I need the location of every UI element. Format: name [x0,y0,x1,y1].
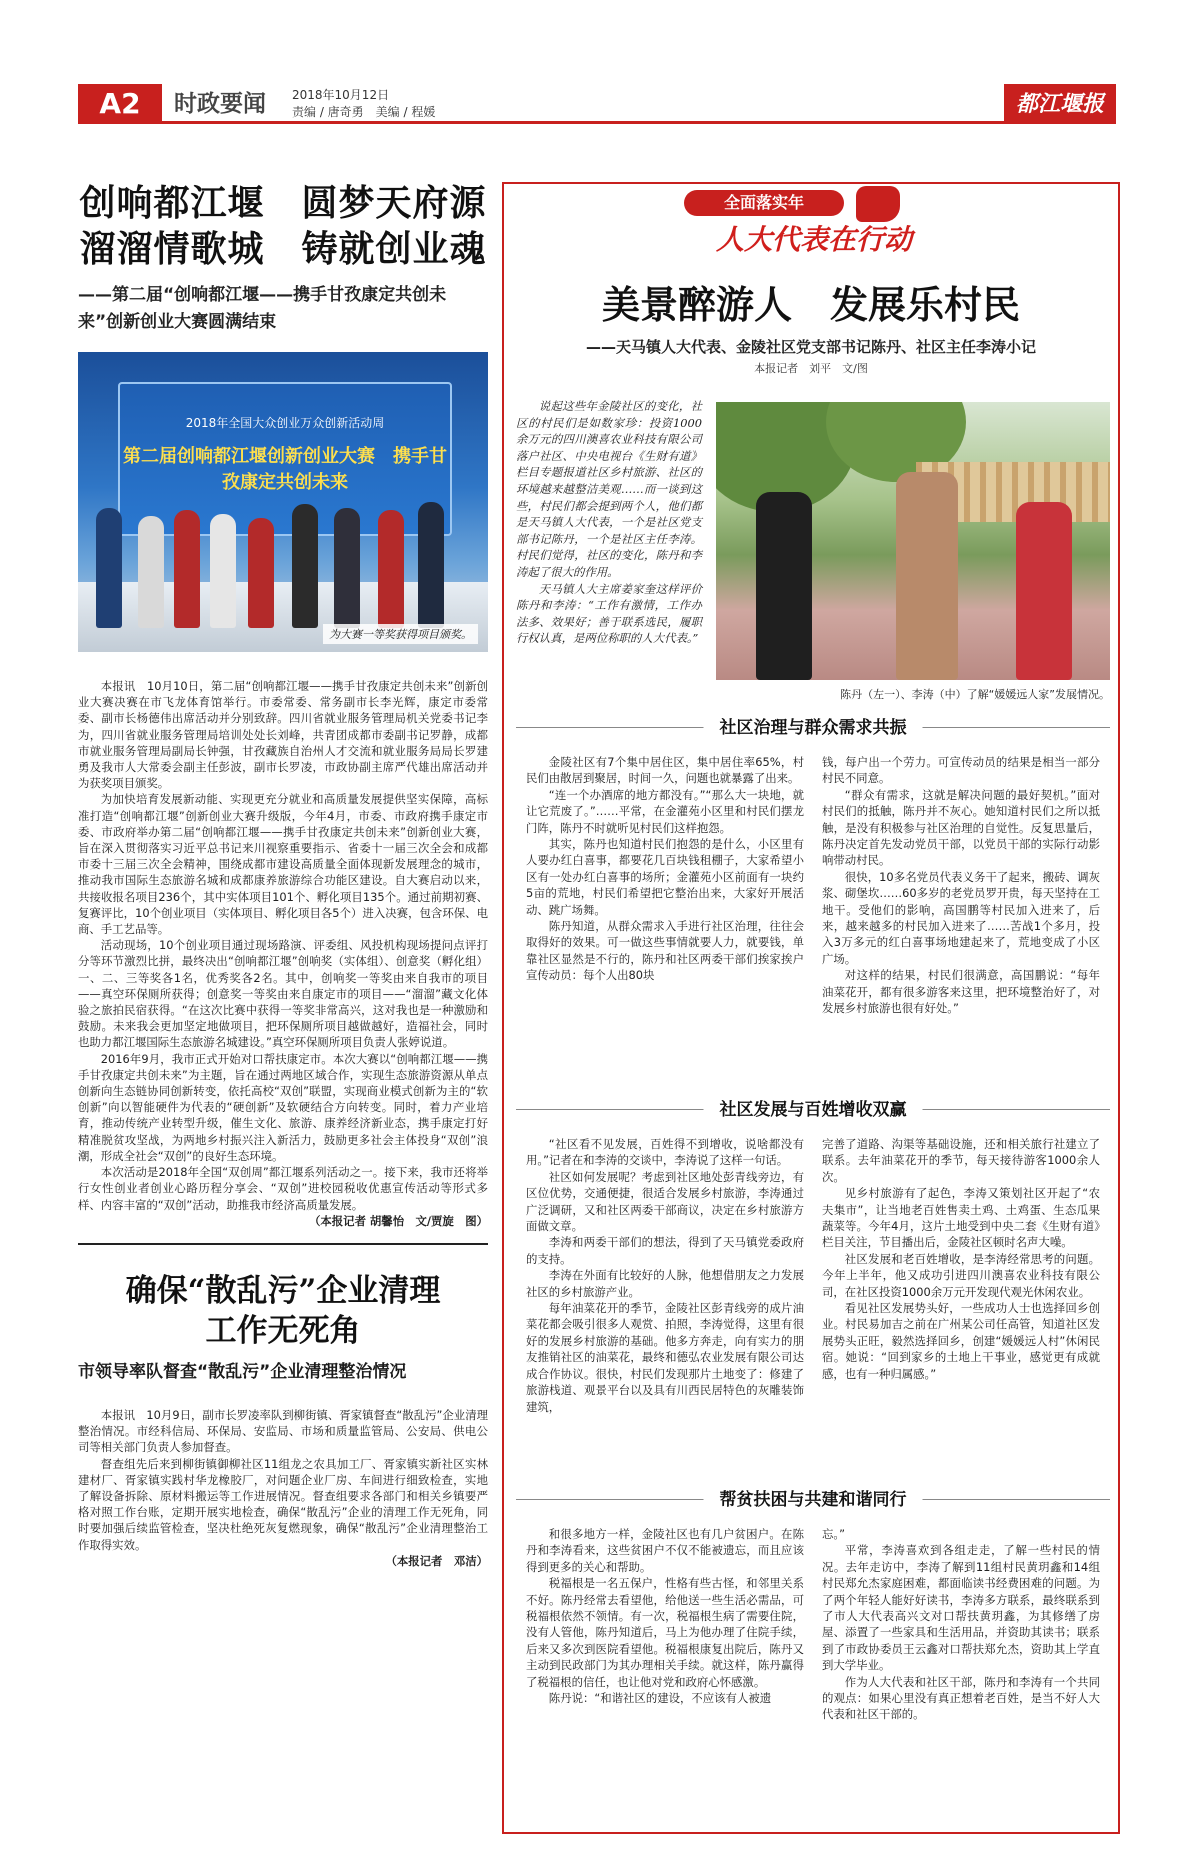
header-rule [162,121,1004,124]
village-visit-photo [716,402,1110,680]
body-paragraph: 看见社区发展势头好，一些成功人士也选择回乡创业。村民易加吉之前在广州某公司任高管，知道社区发展势头正旺，毅然选择回乡，创建“媛媛远人村”休闲民宿。她说：“回到家乡的土地上干事业，感觉更有成就感，也有一种归属感。” [822,1301,1100,1381]
article2-paragraph: 本报讯 10月9日，副市长罗凌率队到柳街镇、胥家镇督查“散乱污”企业清理整治情况。市经科信局、环保局、安监局、市场和质量监管局、公安局、供电公司等相关部门负责人参加督查。 [78,1407,488,1455]
body-paragraph: 完善了道路、沟渠等基础设施，还和相关旅行社建立了联系。去年油菜花开的季节，每天接待游客1000余人次。 [822,1137,1100,1184]
body-paragraph: 社区如何发展呢？考虑到社区地处彭青线旁边，有区位优势，交通便捷，很适合发展乡村旅游，李涛通过广泛调研，又和社区两委干部商议，决定在乡村旅游方面做文章。 [526,1169,804,1234]
section-body [526,1136,1100,1415]
badge-main-label: 人大代表在行动 [715,223,912,256]
article1-title [78,180,488,272]
section-heading-label: 帮贫扶困与共建和谐同行 [704,1488,923,1512]
article1-byline: （本报记者 胡馨怡 文/贾旋 图） [309,1213,488,1228]
feature-author: 本报记者 刘平 文/图 [754,362,868,375]
person-host [1016,502,1072,680]
body-paragraph: “群众有需求，这就是解决问题的最好契机。”面对村民们的抵触，陈丹并不灰心。她知道村民们之所以抵触，是没有积极参与社区治理的自觉性。反复思量后，陈丹决定首先发动党员干部，以党员干部的实际行动影响带动村民。 [822,787,1100,868]
article2-body [78,1407,488,1569]
article1-paragraph: 为加快培育发展新动能、实现更充分就业和高质量发展提供坚实保障，高标准打造“创响都江堰”创新创业大赛升级版，今年4月，市委、市政府携手康定市委、市政府举办第二届“创响都江堰——携手甘孜康定共创未来”创新创业大赛，旨在深入贯彻落实习近平总书记来川视察重要指示、省委十一届三次全会和成都市委十三届三次全会精神，围绕成都市建设高质量全面体现新发展理念的城市，推动我市国际生态旅游名城和成都康养旅游综合功能区建设。自大赛启动以来，共接收报名项目236个，其中实体项目101个、孵化项目135个。通过前期初赛、复赛评比，10个创业项目（实体项目、孵化项目各5个）进入决赛，包含环保、电商、手工艺品等。 [78,792,488,937]
figure-hostess [174,510,200,628]
person-chen-dan [756,492,812,680]
article1-body [78,678,488,1229]
award-ceremony-photo [78,352,488,652]
text-column [822,1136,1100,1415]
person-li-tao [896,472,958,680]
feature-title: 美景醉游人 发展乐村民 [601,282,1020,327]
figure-hostess [248,518,274,628]
section-heading-label: 社区发展与百姓增收双赢 [704,1098,923,1122]
article2-paragraph: 督查组先后来到柳街镇御柳社区11组龙之农具加工厂、胥家镇实新社区实林建材厂、胥家镇实践村华龙橡胶厂，对问题企业厂房、车间进行细致检查，实地了解设备拆除、原材料搬运等工作进展情况。督查组要求各部门和相关乡镇要严格对照工作台账，定期开展实地检查，确保“散乱污”企业的清理工作无死角，同时要加强后续监管检查，坚决杜绝死灰复燃现象，确保“散乱污”企业清理整治工作取得实效。 [78,1456,488,1552]
figure-winner [138,516,164,628]
text-column [822,754,1100,1017]
figure-official [334,508,360,628]
editors-credit: 责编 / 唐奇勇 美编 / 程媛 [292,105,436,119]
section-body [526,1526,1100,1723]
text-column [526,1136,804,1415]
section-body [526,754,1100,1017]
article2-title-line1: 确保“散乱污”企业清理 [125,1272,441,1309]
article2-subtitle: 市领导率队督查“散乱污”企业清理整治情况 [78,1361,407,1382]
article2-byline: （本报记者 邓洁） [385,1553,488,1568]
left-column [78,180,488,1569]
photo1-caption: 为大赛一等奖获得项目颁奖。 [323,624,478,644]
article2-title-line2: 工作无死角 [205,1312,361,1349]
body-paragraph: “连一个办酒席的地方都没有。”“那么大一块地，就让它荒废了。”……平常，在金灌苑小区里和村民们摆龙门阵，陈丹不时就听见村民们这样抱怨。 [526,787,804,835]
body-paragraph: 李涛在外面有比较好的人脉，他想借朋友之力发展社区的乡村旅游产业。 [526,1268,804,1299]
page-code: A2 [78,84,162,124]
fist-icon [856,186,900,222]
issue-date: 2018年10月12日 [292,88,390,102]
text-column [526,754,804,1017]
article-divider [78,1243,488,1245]
body-paragraph: “社区看不见发展，百姓得不到增收，说啥都没有用。”记者在和李涛的交谈中，李涛说了这样一句话。 [526,1137,804,1168]
body-paragraph: 税福根是一名五保户，性格有些古怪，和邻里关系不好。陈丹经常去看望他，给他送一些生活必需品，可税福根依然不领情。有一次，税福根生病了需要住院，没有人管他，陈丹知道后，马上为他办理了住院手续，后来又多次到医院看望他。税福根康复出院后，陈丹又主动到民政部门为其办理相关手续。就这样，陈丹赢得了税福根的信任，也让他对党和政府心怀感激。 [526,1576,804,1689]
body-paragraph: 钱，每户出一个劳力。可宣传动员的结果是相当一部分村民不同意。 [822,755,1100,786]
body-paragraph: 见乡村旅游有了起色，李涛又策划社区开起了“农夫集市”，让当地老百姓售卖土鸡、土鸡蛋、生态瓜果蔬菜等。今年4月，这片土地受到中央二套《生财有道》栏目关注，节目播出后，金陵社区顿时名声大噪。 [822,1186,1100,1250]
section-heading [516,716,1110,740]
text-column [526,1526,804,1723]
body-paragraph: 和很多地方一样，金陵社区也有几户贫困户。在陈丹和李涛看来，这些贫困户不仅不能被遗忘，而且应该得到更多的关心和帮助。 [526,1527,804,1574]
body-paragraph: 金陵社区有7个集中居住区，集中居住率65%，村民们由散居到聚居，时间一久，问题也就暴露了出来。 [526,755,804,786]
body-paragraph: 陈丹知道，从群众需求入手进行社区治理，往往会取得好的效果。可一做这些事情就要人力，就要钱，单靠社区显然是不行的，陈丹和社区两委干部们挨家挨户宣传动员：每个人出80块 [526,919,804,983]
article2-title [78,1271,488,1351]
badge-top-label: 全面落实年 [684,190,844,216]
body-paragraph: 平常，李涛喜欢到各组走走，了解一些村民的情况。去年走访中，李涛了解到11组村民黄玥鑫和14组村民郑允杰家庭困难，都面临读书经费困难的问题。为了两个年轻人能好好读书，李涛多方联系，最终联系到了市人大代表高兴文对口帮扶黄玥鑫，为其修缮了房屋、添置了一些家具和生活用品，并资助其读书；联系到了市政协委员王云鑫对口帮扶郑允杰，资助其上学直到大学毕业。 [822,1543,1100,1673]
article1-title-line2: 溜溜情歌城 铸就创业魂 [79,228,487,270]
paper-logo: 都江堰报 [1004,84,1116,124]
body-paragraph: 每年油菜花开的季节，金陵社区彭青线旁的成片油菜花都会吸引很多人观赏、拍照，李涛觉得，这里有很好的发展乡村旅游的基础。他多方奔走，向有实力的朋友推销社区的油菜花，最终和德弘农业发展有限公司达成合作协议。很快，村民们发现那片土地变了：修建了旅游栈道、观景平台以及具有川西民居特色的灰雕装饰建筑， [526,1301,804,1414]
body-paragraph: 社区发展和老百姓增收，是李涛经常思考的问题。今年上半年，他又成功引进四川澳喜农业科技有限公司，在社区投资1000余万元开发现代观光休闲农业。 [822,1251,1100,1299]
article1-paragraph: 2016年9月，我市正式开始对口帮扶康定市。本次大赛以“创响都江堰——携手甘孜康定共创未来”为主题，旨在通过两地区域合作，实现生态旅游资源从单点创新向生态链协同创新转变，依托高校“双创”联盟，实现商业模式创新为主的“软创新”向以智能硬件为代表的“硬创新”及软硬结合方向转变。同时，着力产业培育，推动传统产业转型升级，催生文化、旅游、康养经济新业态，携手康定打好精准脱贫攻坚战，为两地乡村振兴注入新活力，鼓励更多社会主体投身“双创”浪潮，形成全社会“双创”的良好生态环境。 [78,1051,488,1163]
body-paragraph: 忘。” [822,1527,845,1541]
figure-host [96,508,122,628]
article1-paragraph: 本报讯 10月10日，第二届“创响都江堰——携手甘孜康定共创未来”创新创业大赛决赛在市飞龙体育馆举行。市委常委、常务副市长李光辉，康定市委常委、副市长杨德伟出席活动并分别致辞。四川省就业服务管理局机关党委书记李为，四川省就业服务管理局培训处处长刘峰，共青团成都市委副书记罗静，成都市就业服务管理局副局长钟强，甘孜藏族自治州人才交流和就业服务局局长罗建勇及我市人大常委会副主任彭波，副市长罗凌，市政协副主席严代雄出席活动并为获奖项目颁奖。 [78,679,488,791]
body-paragraph: 陈丹说：“和谐社区的建设，不应该有人被遗 [548,1691,772,1706]
body-paragraph: 对这样的结果，村民们很满意，高国鹏说：“每年油菜花开，都有很多游客来这里，把环境整治好了，对发展乡村旅游也很有好处。” [822,968,1100,1016]
section-heading [516,1098,1110,1122]
article1-paragraph: 本次活动是2018年全国“双创周”都江堰系列活动之一。接下来，我市还将举行女性创业者创业心路历程分享会、“双创”进校园税收优惠宣传活动等形式多样、内容丰富的“双创”活动，助推我市经济高质量发展。 [78,1165,488,1212]
figure-official [292,504,318,628]
intro-paragraph: 说起这些年金陵社区的变化，社区的村民们是如数家珍：投资1000余万元的四川澳喜农业科技有限公司落户社区、中央电视台《生财有道》栏目专题报道社区乡村旅游、社区的环境越来越整洁美观……而一谈到这些，村民们都会提到两个人，他们都是天马镇人大代表，一个是社区党支部书记陈丹，一个是社区主任李涛。村民们觉得，社区的变化，陈丹和李涛起了很大的作用。 [516,399,702,579]
photo2-caption: 陈丹（左一）、李涛（中）了解“媛媛远人家”发展情况。 [840,688,1110,701]
body-paragraph: 作为人大代表和社区干部，陈丹和李涛有一个共同的观点：如果心里没有真正想着老百姓，是当不好人大代表和社区干部的。 [822,1674,1100,1722]
feature-subtitle: ——天马镇人大代表、金陵社区党支部书记陈丹、社区主任李涛小记 [585,338,1036,356]
intro-paragraph: 天马镇人大主席姜家奎这样评价陈丹和李涛：“工作有激情，工作办法多、效果好；善于联系选民，履职行权认真，是两位称职的人大代表。” [516,581,702,646]
column-badge [674,184,954,264]
article1-title-line1: 创响都江堰 圆梦天府源 [79,182,487,224]
page-header [78,84,1116,124]
section-heading-label: 社区治理与群众需求共振 [704,716,923,740]
article1-paragraph: 活动现场，10个创业项目通过现场路演、评委组、风投机构现场提问点评打分等环节激烈比拼，最终决出“创响都江堰”创响奖（实体组）、创意奖（孵化组）一、二、三等奖各1名，优秀奖各2名。其中，创响奖一等奖由来自我市的项目——真空环保厕所获得；创意奖一等奖由来自康定市的项目——“溜溜”藏文化体验之旅拍民宿获得。“在这次比赛中获得一等奖非常高兴，这对我也是一种激励和鼓励。未来我会更加坚定地做项目，把环保厕所项目越做越好，造福社会，同时也助力都江堰国际生态旅游名城建设。”真空环保厕所项目负责人张婷说道。 [78,938,488,1050]
figure-hostess [378,510,404,628]
section-name: 时政要闻 [174,91,266,117]
body-paragraph: 李涛和两委干部们的想法，得到了天马镇党委政府的支持。 [526,1235,804,1266]
stage-banner [118,382,452,536]
figure-official [418,502,444,628]
figure-winner [210,514,236,628]
feature-intro [516,398,702,647]
banner-top-text: 2018年全国大众创业万众创新活动周 [185,416,385,430]
body-paragraph: 很快，10多名党员代表义务干了起来，搬砖、调灰浆、砌堡坎……60多岁的老党员罗开贵，每天坚持在工地干。受他们的影响，高国鹏等村民加入进来了，后来，越来越多的村民加入进来了……苦战1个多月，投入3万多元的红白喜事场地建起来了，荒地变成了小区广场。 [822,869,1100,966]
article1-subtitle: ——第二届“创响都江堰——携手甘孜康定共创未来”创新创业大赛圆满结束 [78,285,447,332]
section-heading [516,1488,1110,1512]
body-paragraph: 其实，陈丹也知道村民们抱怨的是什么，小区里有人要办红白喜事，都要花几百块钱租棚子，大家希望小区有一处办红白喜事的场所；金灌苑小区前面有一块约5亩的荒地，村民们希望把它整治出来，大家好开展活动、跳广场舞。 [526,837,804,917]
header-meta [292,87,435,121]
text-column [822,1526,1100,1723]
banner-main-text: 第二届创响都江堰创新创业大赛 携手甘孜康定共创未来 [123,446,447,493]
feature-frame [502,182,1120,1834]
